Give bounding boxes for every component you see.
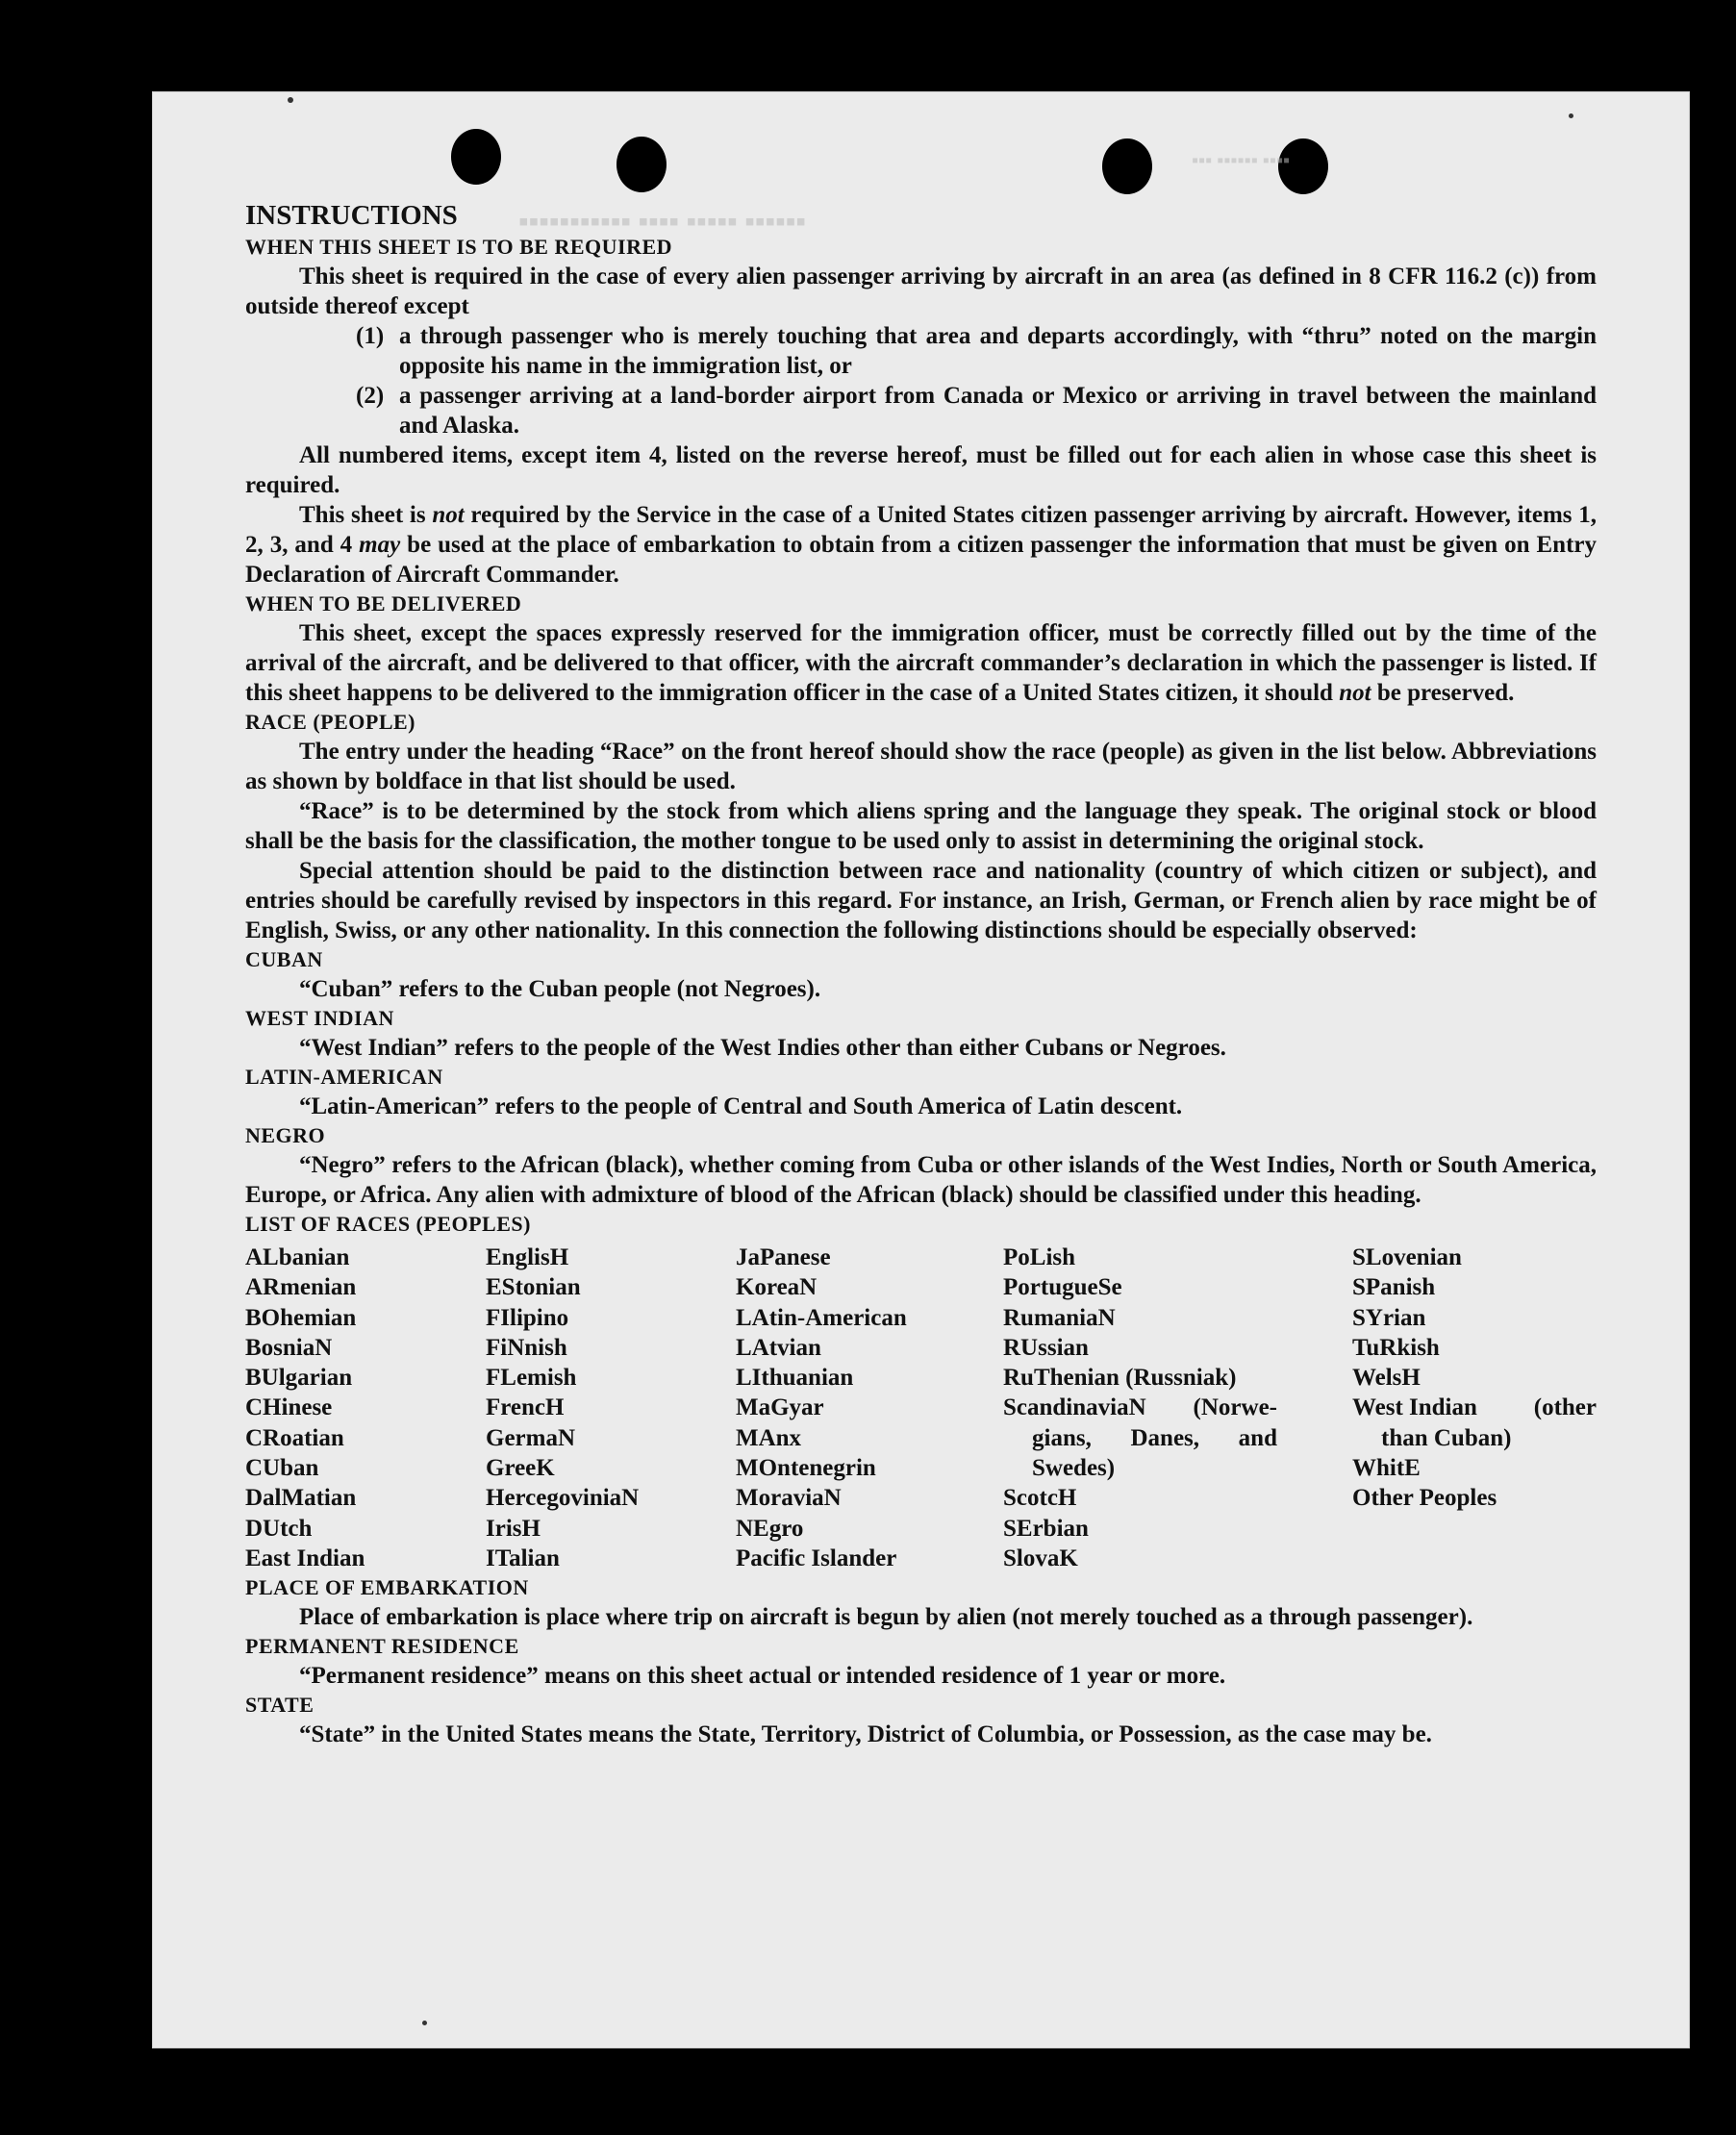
text-run: This sheet is: [299, 502, 433, 528]
race-item: SlovaK: [1003, 1545, 1078, 1571]
race-item: HercegoviniaN: [486, 1485, 640, 1512]
race-item: FrencH: [486, 1394, 565, 1421]
race-item: LAtin-American: [736, 1304, 907, 1331]
race-item: PoLish: [1003, 1244, 1076, 1270]
race-item: RUssian: [1003, 1334, 1089, 1361]
section-heading: CUBAN: [245, 947, 323, 971]
race-item: ITalian: [486, 1545, 560, 1571]
race-item-part: and: [1238, 1424, 1277, 1451]
race-item: WelsH: [1352, 1365, 1421, 1392]
instructions-text: [245, 198, 1597, 1749]
race-item: MAnx: [736, 1424, 802, 1451]
race-item: ARmenian: [245, 1274, 357, 1301]
race-item: WhitE: [1352, 1455, 1421, 1482]
punch-hole: [451, 129, 501, 185]
race-item: SYrian: [1352, 1304, 1426, 1331]
race-item: EStonian: [486, 1274, 581, 1301]
section-heading: LATIN-AMERICAN: [245, 1065, 443, 1089]
section-heading: WHEN TO BE DELIVERED: [245, 591, 522, 615]
race-column: [1003, 1243, 1352, 1573]
race-item-part: (other: [1533, 1394, 1597, 1421]
race-item: SLovenian: [1352, 1244, 1462, 1270]
race-item: BUlgarian: [245, 1365, 353, 1392]
list-item: [245, 381, 1597, 440]
section-heading: STATE: [245, 1693, 314, 1718]
list-item: [245, 321, 1597, 381]
race-item: BosniaN: [245, 1334, 333, 1361]
race-item-part: ScandinaviaN: [1003, 1394, 1146, 1421]
section-heading: LIST OF RACES (PEOPLES): [245, 1212, 531, 1236]
paragraph: “State” in the United States means the State, Territory, District of Columbia, or Possession, as the case may be.: [299, 1721, 1432, 1748]
section-heading: WEST INDIAN: [245, 1006, 394, 1030]
race-item: MOntenegrin: [736, 1455, 876, 1482]
paragraph: Special attention should be paid to the distinction between race and nationality (country of which citizen or subject), and entries should be carefully revised by inspectors in this regard. For instance, an Irish, German, or French alien by race might be of English, Swiss, or any other nationality. In this connection the following distinctions should be especially observed:: [245, 858, 1597, 943]
race-item: LAtvian: [736, 1334, 821, 1361]
race-item: DUtch: [245, 1515, 313, 1542]
bleed-through: ▪▪▪▪▪▪ ▪▪▪▪▪ ▪▪▪▪ ▪▪▪▪▪▪▪▪▪▪▪: [518, 206, 807, 238]
race-item: GermaN: [486, 1424, 576, 1451]
race-item: ALbanian: [245, 1244, 350, 1270]
punch-hole: [616, 137, 667, 192]
race-item: IrisH: [486, 1515, 541, 1542]
section-heading: PERMANENT RESIDENCE: [245, 1634, 519, 1659]
item-number: (1): [356, 323, 385, 349]
race-item: FiNnish: [486, 1334, 567, 1361]
race-item: CUban: [245, 1455, 319, 1482]
race-item: East Indian: [245, 1545, 365, 1571]
paragraph: Place of embarkation is place where trip on aircraft is begun by alien (not merely touched as a through passenger).: [299, 1604, 1473, 1631]
paragraph: All numbered items, except item 4, listed on the reverse hereof, must be filled out for each alien in whose case this sheet is required.: [245, 442, 1597, 498]
race-column: [486, 1243, 736, 1573]
race-list: [245, 1243, 1597, 1573]
race-item: CRoatian: [245, 1424, 344, 1451]
text-run: be preserved.: [1371, 680, 1515, 706]
race-item: PortugueSe: [1003, 1274, 1122, 1301]
race-item: SErbian: [1003, 1515, 1089, 1542]
section-heading: NEGRO: [245, 1123, 326, 1147]
paragraph: This sheet is required in the case of every alien passenger arriving by aircraft in an area (as defined in 8 CFR 116.2 (c)) from outside thereof except: [245, 264, 1597, 319]
race-item: DalMatian: [245, 1485, 357, 1512]
item-text: a passenger arriving at a land-border airport from Canada or Mexico or arriving in travel between the mainland and Alaska.: [399, 383, 1597, 439]
text-run: required by the Service in the case of a United States citizen passenger arriving by aircraft. However, items 1, 2, 3, and 4: [245, 502, 1597, 558]
bleed-through: ▪▪▪▪ ▪▪▪▪▪▪ ▪▪▪: [1192, 150, 1291, 171]
speck: [288, 97, 293, 103]
race-item: FIlipino: [486, 1304, 569, 1331]
race-item-part: (Norwe-: [1193, 1394, 1277, 1421]
race-item: JaPanese: [736, 1244, 831, 1270]
race-item: [1003, 1393, 1277, 1422]
race-column: [1352, 1243, 1597, 1573]
paragraph: “Latin-American” refers to the people of Central and South America of Latin descent.: [299, 1093, 1183, 1119]
race-item: EnglisH: [486, 1244, 569, 1270]
text-run: This sheet, except the spaces expressly reserved for the immigration officer, must be correctly filled out by the time of the arrival of the aircraft, and be delivered to that officer, with the aircraft commander’s declaration in which the passenger is listed. If this sheet happens to be delivered to the immigration officer in the case of a United States citizen, it should: [245, 620, 1597, 706]
section-heading: WHEN THIS SHEET IS TO BE REQUIRED: [245, 235, 673, 259]
race-item: BOhemian: [245, 1304, 357, 1331]
race-item-continued: than Cuban): [1381, 1424, 1512, 1451]
race-column: [245, 1243, 486, 1573]
paragraph: “West Indian” refers to the people of the West Indies other than either Cubans or Negroes.: [299, 1035, 1226, 1061]
race-item-continued: Swedes): [1032, 1455, 1116, 1482]
race-item: TuRkish: [1352, 1334, 1440, 1361]
race-item: ScotcH: [1003, 1485, 1077, 1512]
page-title: INSTRUCTIONS: [245, 200, 458, 231]
race-column: [736, 1243, 1003, 1573]
speck: [422, 2021, 427, 2025]
italic-run: not: [1339, 680, 1371, 706]
text-run: be used at the place of embarkation to obtain from a citizen passenger the information that must be given on Entry Declaration of Aircraft Commander.: [245, 532, 1597, 588]
race-item-part: gians,: [1032, 1424, 1092, 1451]
paragraph: [245, 500, 1597, 590]
race-item: GreeK: [486, 1455, 555, 1482]
section-heading: PLACE OF EMBARKATION: [245, 1575, 529, 1600]
race-item: Other Peoples: [1352, 1485, 1497, 1512]
race-item: SPanish: [1352, 1274, 1436, 1301]
section-heading: RACE (PEOPLE): [245, 710, 415, 734]
race-item: Pacific Islander: [736, 1545, 897, 1571]
race-item: KoreaN: [736, 1274, 818, 1301]
paragraph: “Permanent residence” means on this sheet actual or intended residence of 1 year or more.: [299, 1663, 1226, 1690]
race-item: FLemish: [486, 1365, 577, 1392]
item-text: a through passenger who is merely touching that area and departs accordingly, with “thru” noted on the margin opposite his name in the immigration list, or: [399, 323, 1597, 379]
item-number: (2): [356, 383, 385, 409]
race-item: LIthuanian: [736, 1365, 854, 1392]
race-item: MaGyar: [736, 1394, 824, 1421]
paragraph: “Negro” refers to the African (black), whether coming from Cuba or other islands of the West Indies, North or South America, Europe, or Africa. Any alien with admixture of blood of the African (black) should be classified under this heading.: [245, 1152, 1597, 1208]
race-item: RuThenian (Russniak): [1003, 1365, 1237, 1392]
race-item: NEgro: [736, 1515, 804, 1542]
paragraph: [245, 618, 1597, 708]
race-item-part: Danes,: [1130, 1424, 1200, 1451]
speck: [1569, 113, 1573, 118]
race-item: [1352, 1393, 1597, 1422]
italic-run: not: [432, 502, 465, 528]
paragraph: “Race” is to be determined by the stock from which aliens spring and the language they speak. The original stock or blood shall be the basis for the classification, the mother tongue to be used only to assist in determining the original stock.: [245, 798, 1597, 854]
race-item: CHinese: [245, 1394, 333, 1421]
race-item: RumaniaN: [1003, 1304, 1116, 1331]
italic-run: may: [359, 532, 401, 558]
race-item: MoraviaN: [736, 1485, 842, 1512]
punch-hole: [1102, 138, 1152, 194]
race-item-part: West Indian: [1352, 1394, 1477, 1421]
paragraph: The entry under the heading “Race” on the front hereof should show the race (people) as given in the list below. Abbreviations as shown by boldface in that list should be used.: [245, 739, 1597, 794]
race-item-continued: [1003, 1423, 1277, 1453]
paragraph: “Cuban” refers to the Cuban people (not Negroes).: [299, 976, 821, 1002]
